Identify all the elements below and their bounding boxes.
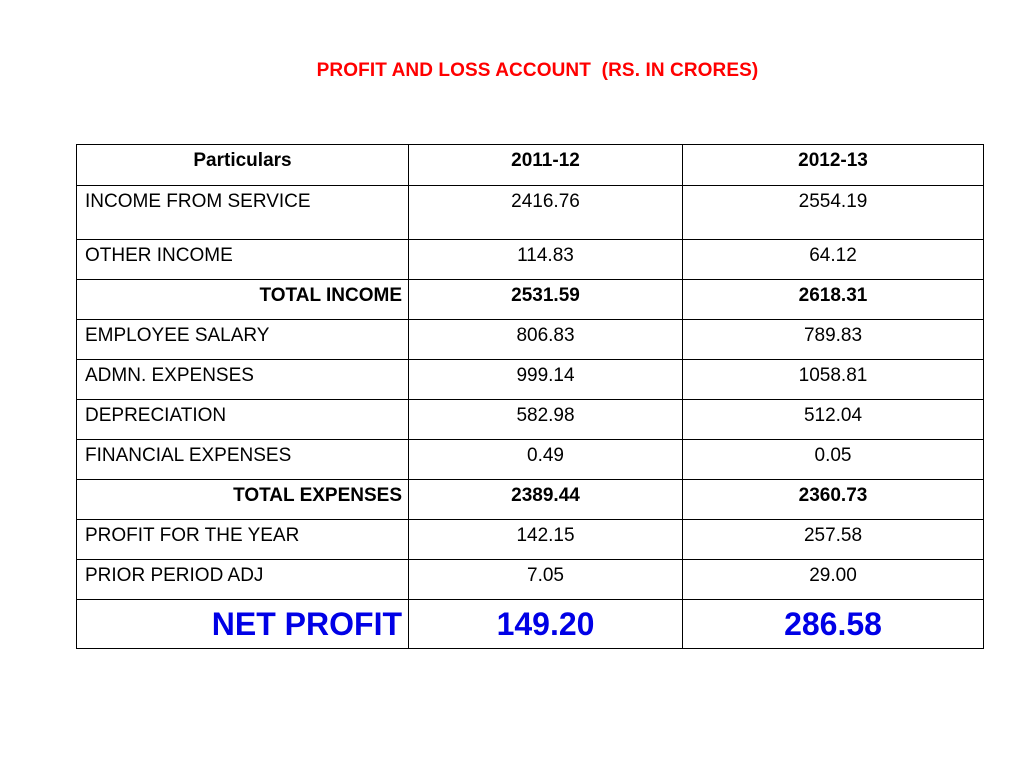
table-row-income-from-service bbox=[77, 186, 984, 240]
value-2012-13: 512.04 bbox=[683, 400, 984, 440]
value-2012-13: 0.05 bbox=[683, 440, 984, 480]
net-profit-2011-12: 149.20 bbox=[409, 600, 683, 649]
page-title: PROFIT AND LOSS ACCOUNT (RS. IN CRORES) bbox=[316, 60, 759, 81]
row-label: TOTAL EXPENSES bbox=[77, 480, 409, 520]
value-2012-13: 2360.73 bbox=[683, 480, 984, 520]
value-2012-13: 1058.81 bbox=[683, 360, 984, 400]
value-2011-12: 114.83 bbox=[409, 240, 683, 280]
table-row-employee-salary bbox=[77, 320, 984, 360]
table-row-other-income bbox=[77, 240, 984, 280]
row-label: DEPRECIATION bbox=[77, 400, 409, 440]
value-2011-12: 0.49 bbox=[409, 440, 683, 480]
value-2012-13: 789.83 bbox=[683, 320, 984, 360]
value-2011-12: 7.05 bbox=[409, 560, 683, 600]
table-row-financial-expenses bbox=[77, 440, 984, 480]
net-profit-2012-13: 286.58 bbox=[683, 600, 984, 649]
table-row-total-income bbox=[77, 280, 984, 320]
header-2011-12: 2011-12 bbox=[409, 145, 683, 186]
row-label: FINANCIAL EXPENSES bbox=[77, 440, 409, 480]
header-particulars: Particulars bbox=[77, 145, 409, 186]
value-2011-12: 999.14 bbox=[409, 360, 683, 400]
header-2012-13: 2012-13 bbox=[683, 145, 984, 186]
value-2011-12: 2531.59 bbox=[409, 280, 683, 320]
value-2012-13: 29.00 bbox=[683, 560, 984, 600]
value-2012-13: 257.58 bbox=[683, 520, 984, 560]
value-2011-12: 2416.76 bbox=[409, 186, 683, 240]
row-label: TOTAL INCOME bbox=[77, 280, 409, 320]
table-row-net-profit bbox=[77, 600, 984, 649]
row-label: EMPLOYEE SALARY bbox=[77, 320, 409, 360]
value-2011-12: 582.98 bbox=[409, 400, 683, 440]
table-row-total-expenses bbox=[77, 480, 984, 520]
row-label: OTHER INCOME bbox=[77, 240, 409, 280]
net-profit-label: NET PROFIT bbox=[77, 600, 409, 649]
table-header-row bbox=[77, 145, 984, 186]
row-label: INCOME FROM SERVICE bbox=[77, 186, 409, 240]
value-2012-13: 2554.19 bbox=[683, 186, 984, 240]
row-label: PRIOR PERIOD ADJ bbox=[77, 560, 409, 600]
row-label: PROFIT FOR THE YEAR bbox=[77, 520, 409, 560]
value-2011-12: 2389.44 bbox=[409, 480, 683, 520]
table-row-prior-period-adj bbox=[77, 560, 984, 600]
table-row-profit-for-the-year bbox=[77, 520, 984, 560]
value-2012-13: 2618.31 bbox=[683, 280, 984, 320]
value-2011-12: 806.83 bbox=[409, 320, 683, 360]
table-row-depreciation bbox=[77, 400, 984, 440]
value-2011-12: 142.15 bbox=[409, 520, 683, 560]
table-row-admn-expenses bbox=[77, 360, 984, 400]
value-2012-13: 64.12 bbox=[683, 240, 984, 280]
profit-loss-table bbox=[76, 144, 984, 649]
row-label: ADMN. EXPENSES bbox=[77, 360, 409, 400]
